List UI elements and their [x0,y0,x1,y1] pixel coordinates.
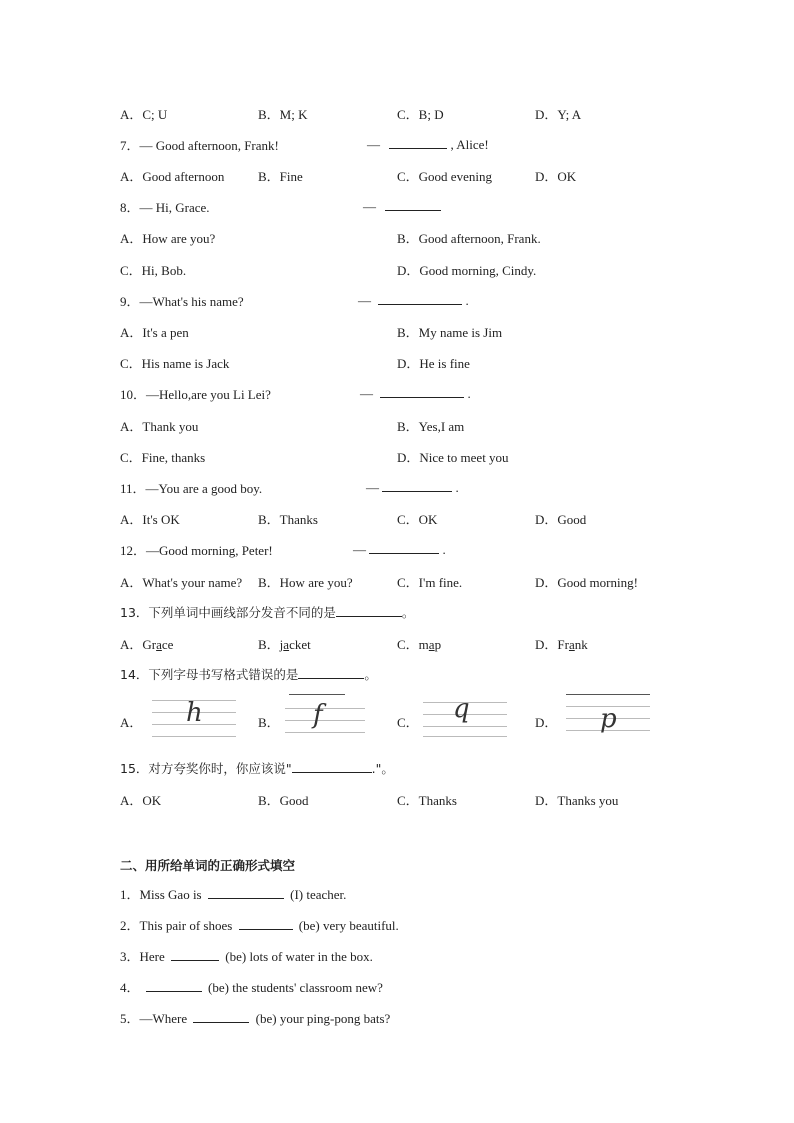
q6-option-a: A．C; U [120,107,168,122]
q12-prompt: 12．—Good morning, Peter! [120,543,273,558]
q9-option-b: B．My name is Jim [397,325,503,340]
q15-option-a: A．OK [120,793,162,808]
q7-option-a: A．Good afternoon [120,169,225,184]
q11-option-b: B．Thanks [258,512,318,527]
letter-f-glyph: f [313,700,323,730]
q14-label-b: B． [258,715,280,730]
q10-tail: . [467,386,471,401]
q13-prompt: 13．下列单词中画线部分发音不同的是 [120,605,336,620]
q12-tail: . [442,542,446,557]
fill-item-2: 2．This pair of shoes (be) very beautiful. [120,918,399,933]
q11-tail: . [455,480,459,495]
q13-option-d: D．Frank [535,637,588,652]
q7-dash: — [367,137,380,152]
q14-label-c: C． [397,715,419,730]
q8-answer-blank[interactable] [385,197,441,211]
fill-blank-1[interactable] [208,885,284,899]
q12-answer-blank[interactable] [369,540,439,554]
q11-dash: — [366,480,379,495]
q11-option-d: D．Good [535,512,587,527]
q6-option-b: B．M; K [258,107,308,122]
q14-letter-image-c [423,694,507,740]
q9-answer-blank[interactable] [378,291,462,305]
q8-option-b: B．Good afternoon, Frank. [397,231,541,246]
q6-option-d: D．Y; A [535,107,582,122]
q9-option-a: A．It's a pen [120,325,189,340]
q9-dash: — [358,293,371,308]
q12-option-b: B．How are you? [258,575,353,590]
letter-h-glyph: h [186,698,203,728]
q13-option-b: B．jacket [258,637,311,652]
fill-blank-2[interactable] [239,916,293,930]
q9-option-d: D．He is fine [397,356,470,371]
q11-answer-blank[interactable] [382,478,452,492]
q9-option-c: C．His name is Jack [120,356,230,371]
q14-letter-image-d [566,692,650,744]
q15-prompt: 15．对方夸奖你时，你应该说" [120,761,292,776]
fill-item-1: 1．Miss Gao is (I) teacher. [120,887,347,902]
q7-answer-blank[interactable] [389,135,447,149]
q15-option-d: D．Thanks you [535,793,619,808]
letter-p-glyph: p [600,704,617,734]
q8-option-c: C．Hi, Bob. [120,263,187,278]
fill-item-5: 5．—Where (be) your ping-pong bats? [120,1011,391,1026]
q14-prompt: 14．下列字母书写格式错误的是 [120,667,299,682]
q15-tail: ."。 [371,761,394,776]
q14-tail: 。 [364,667,377,682]
fill-item-3: 3．Here (be) lots of water in the box. [120,949,373,964]
q10-option-a: A．Thank you [120,419,199,434]
fill-blank-4[interactable] [146,978,202,992]
q9-prompt: 9．—What's his name? [120,294,244,309]
letter-q-glyph: q [453,694,470,724]
q13-option-a: A．Grace [120,637,174,652]
q7-option-d: D．OK [535,169,577,184]
q7-option-c: C．Good evening [397,169,492,184]
q13-answer-blank[interactable] [336,603,402,617]
q12-option-c: C．I'm fine. [397,575,463,590]
q10-option-d: D．Nice to meet you [397,450,509,465]
q10-option-b: B．Yes,I am [397,419,465,434]
q8-option-a: A．How are you? [120,231,216,246]
q8-option-d: D．Good morning, Cindy. [397,263,537,278]
q7-option-b: B．Fine [258,169,303,184]
q6-option-c: C．B; D [397,107,444,122]
q12-option-d: D．Good morning! [535,575,638,590]
q12-option-a: A．What's your name? [120,575,243,590]
q11-prompt: 11．—You are a good boy. [120,481,263,496]
section-2-title: 二、用所给单词的正确形式填空 [120,858,296,873]
q7-tail: , Alice! [450,137,489,152]
q9-tail: . [465,293,469,308]
q15-answer-blank[interactable] [292,759,372,773]
fill-blank-3[interactable] [171,947,219,961]
q11-option-a: A．It's OK [120,512,180,527]
q15-option-b: B．Good [258,793,309,808]
fill-item-4: 4． (be) the students' classroom new? [120,980,383,995]
q10-prompt: 10．—Hello,are you Li Lei? [120,387,271,402]
q14-letter-image-b [285,694,365,744]
q13-tail: 。 [401,605,415,620]
q8-prompt: 8．— Hi, Grace. [120,200,210,215]
q14-letter-image-a [152,696,236,744]
fill-blank-5[interactable] [193,1009,249,1023]
q12-dash: — [353,542,366,557]
q14-label-d: D． [535,715,558,730]
q10-option-c: C．Fine, thanks [120,450,206,465]
q10-dash: — [360,386,373,401]
q10-answer-blank[interactable] [380,384,464,398]
q14-label-a: A． [120,715,143,730]
q11-option-c: C．OK [397,512,438,527]
q8-dash: — [363,199,376,214]
q13-option-c: C．map [397,637,442,652]
q14-answer-blank[interactable] [298,665,364,679]
q15-option-c: C．Thanks [397,793,457,808]
q7-prompt: 7．— Good afternoon, Frank! [120,138,279,153]
